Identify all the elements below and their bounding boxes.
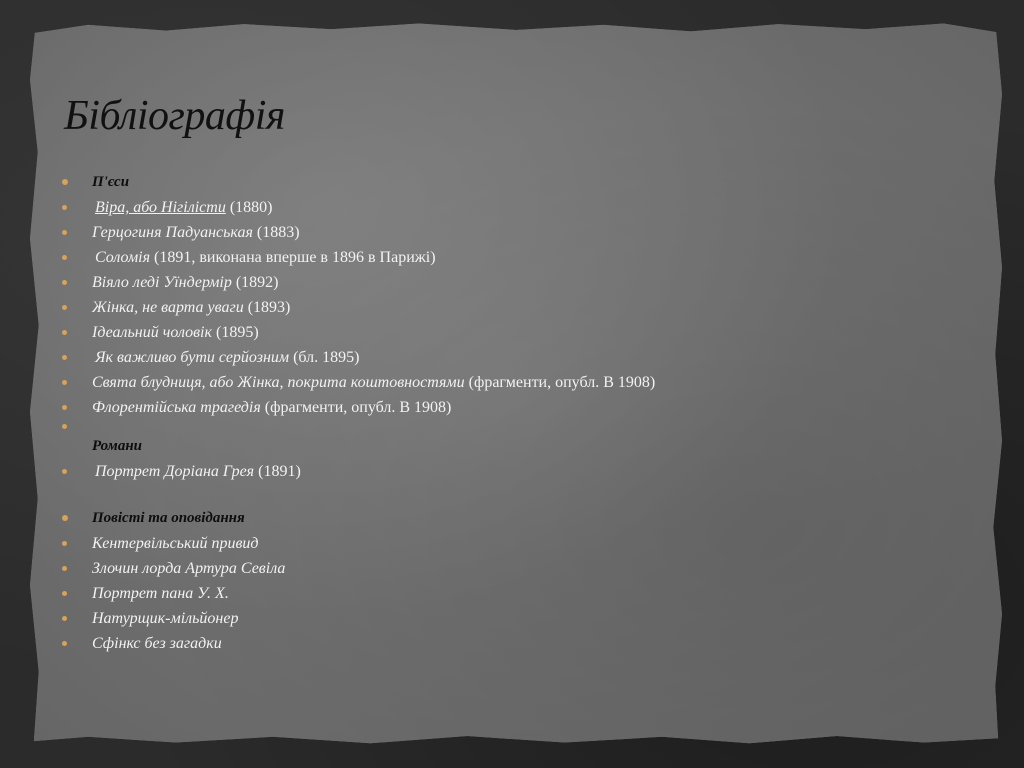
list-item: Віра, або Нігілісти (1880) bbox=[62, 195, 655, 220]
list-item: Флорентійська трагедія (фрагменти, опубл. В 1908) bbox=[62, 395, 655, 420]
section-heading-novels: Романи bbox=[92, 438, 142, 454]
list-item: Як важливо бути серйозним (бл. 1895) bbox=[62, 345, 655, 370]
empty-list-item bbox=[62, 420, 655, 434]
page-title: Бібліографія bbox=[64, 93, 285, 139]
bibliography-list bbox=[62, 170, 655, 656]
list-item: Соломія (1891, виконана вперше в 1896 в Парижі) bbox=[62, 245, 655, 270]
list-item: Сфінкс без загадки bbox=[62, 631, 655, 656]
list-item: Віяло леді Уїндермір (1892) bbox=[62, 270, 655, 295]
work-link[interactable]: Віра, або Нігілісти bbox=[95, 199, 226, 216]
list-item: Кентервільський привид bbox=[62, 531, 655, 556]
list-item: Герцогиня Падуанськая (1883) bbox=[62, 220, 655, 245]
list-item: Злочин лорда Артура Севіла bbox=[62, 556, 655, 581]
section-heading-plays: П'єси bbox=[62, 170, 655, 195]
list-item: Портрет пана У. Х. bbox=[62, 581, 655, 606]
section-heading-stories: Повісті та оповідання bbox=[62, 506, 655, 531]
list-item: Портрет Доріана Грея (1891) bbox=[62, 459, 655, 484]
list-item: Свята блудниця, або Жінка, покрита коштовностями (фрагменти, опубл. В 1908) bbox=[62, 370, 655, 395]
list-item: Ідеальний чоловік (1895) bbox=[62, 320, 655, 345]
list-item: Натурщик-мільйонер bbox=[62, 606, 655, 631]
list-item: Жінка, не варта уваги (1893) bbox=[62, 295, 655, 320]
